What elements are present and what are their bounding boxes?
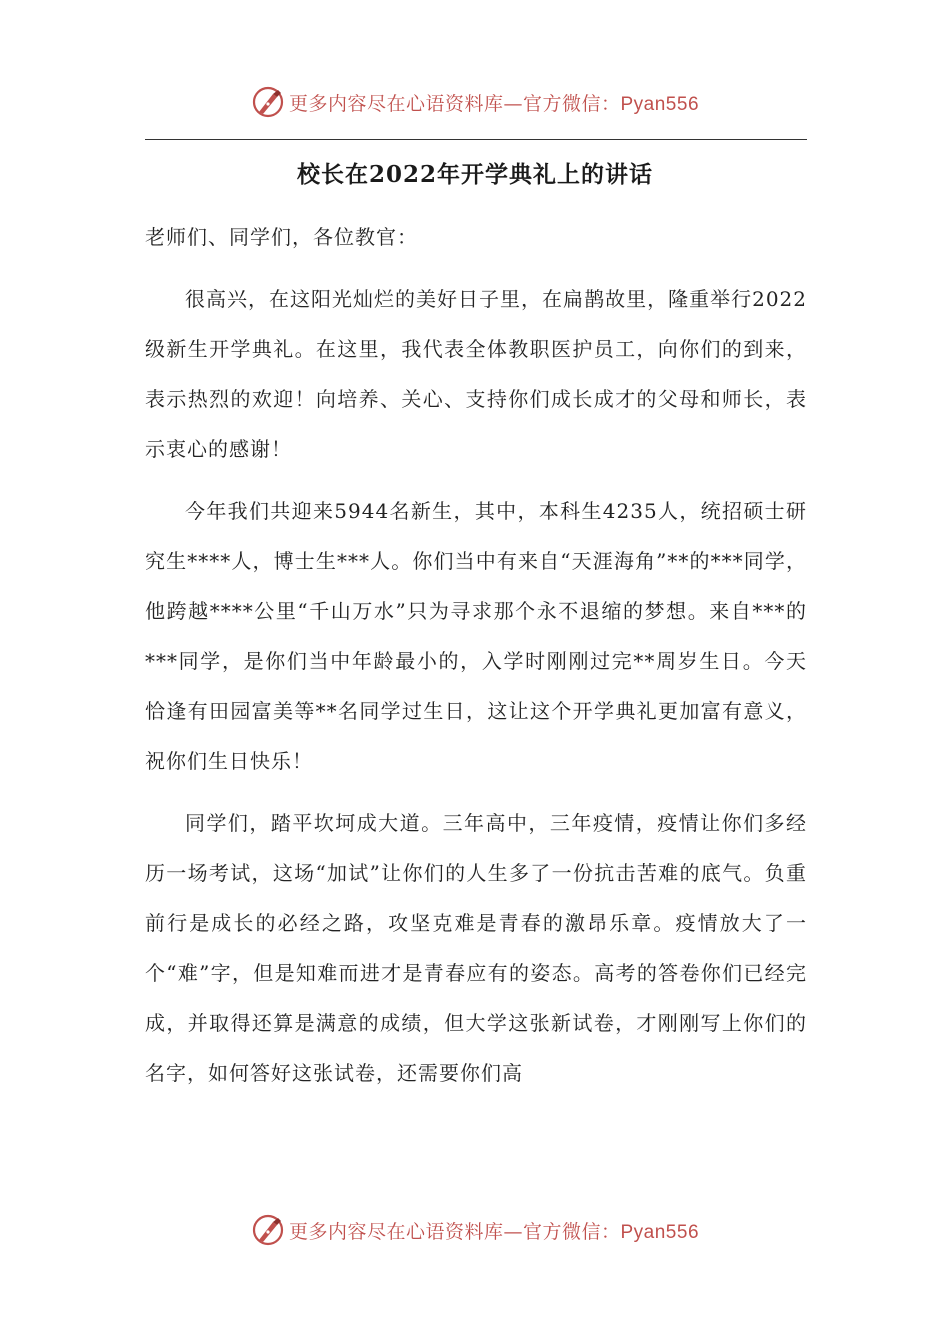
header-banner <box>0 82 950 122</box>
header-rule <box>145 139 807 140</box>
wechat-id: Pyan556 <box>620 1221 700 1243</box>
document-body <box>145 212 807 1110</box>
pen-nib-logo-icon <box>251 1213 285 1247</box>
salutation: 老师们、同学们，各位教官： <box>145 225 418 249</box>
wechat-id: Pyan556 <box>620 93 700 115</box>
pen-nib-logo-icon <box>251 85 285 119</box>
banner-text: 更多内容尽在心语资料库—官方微信：Pyan556 <box>288 92 700 115</box>
paragraph-1: 很高兴，在这阳光灿烂的美好日子里，在扁鹊故里，隆重举行2022级新生开学典礼。在这里，我代表全体教职医护员工，向你们的到来，表示热烈的欢迎！向培养、关心、支持你们成长成才的父母和师长，表示衷心的感谢！ <box>145 287 807 461</box>
document-title: 校长在2022年开学典礼上的讲话 <box>296 161 653 188</box>
banner-text: 更多内容尽在心语资料库—官方微信：Pyan556 <box>288 1220 700 1243</box>
footer-banner <box>0 1210 950 1250</box>
paragraph-2: 今年我们共迎来5944名新生，其中，本科生4235人，统招硕士研究生****人，博士生***人。你们当中有来自“天涯海角”**的***同学，他跨越****公里“千山万水”只为寻求那个永不退缩的梦想。来自***的***同学，是你们当中年龄最小的，入学时刚刚过完**周岁生日。今天恰逢有田园富美等**名同学过生日，这让这个开学典礼更加富有意义，祝你们生日快乐！ <box>145 499 807 773</box>
paragraph-3: 同学们，踏平坎坷成大道。三年高中，三年疫情，疫情让你们多经历一场考试，这场“加试”让你们的人生多了一份抗击苦难的底气。负重前行是成长的必经之路，攻坚克难是青春的激昂乐章。疫情放大了一个“难”字，但是知难而进才是青春应有的姿态。高考的答卷你们已经完成，并取得还算是满意的成绩，但大学这张新试卷，才刚刚写上你们的名字，如何答好这张试卷，还需要你们高 <box>145 811 807 1085</box>
